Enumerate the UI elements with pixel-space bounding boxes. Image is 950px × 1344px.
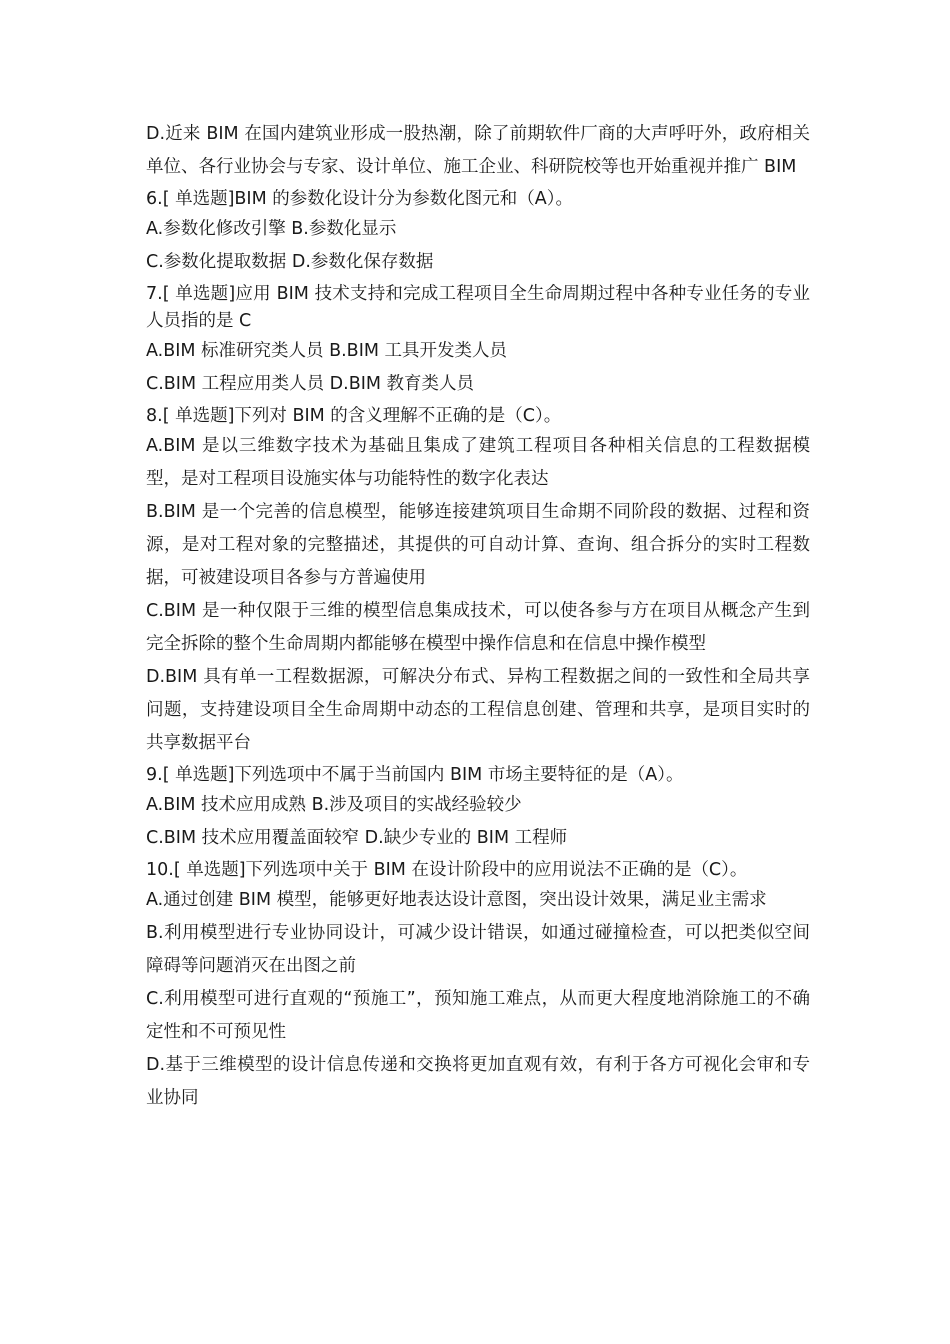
- option-text: C.BIM 是一种仅限于三维的模型信息集成技术，可以使各参与方在项目从概念产生到完全拆除的整个生命周期内都能够在模型中操作信息和在信息中操作模型: [146, 601, 810, 654]
- option-text: A.BIM 是以三维数字技术为基础且集成了建筑工程项目各种相关信息的工程数据模型，是对工程项目设施实体与功能特性的数字化表达: [146, 436, 810, 489]
- option-text: C.BIM 技术应用覆盖面较窄 D.缺少专业的 BIM 工程师: [146, 828, 568, 848]
- option-text: B.利用模型进行专业协同设计，可减少设计错误，如通过碰撞检查，可以把类似空间障碍等问题消灭在出图之前: [146, 923, 810, 976]
- document-page: [146, 118, 810, 1115]
- option-text: A.通过创建 BIM 模型，能够更好地表达设计意图，突出设计效果，满足业主需求: [146, 890, 767, 910]
- option-text: D.基于三维模型的设计信息传递和交换将更加直观有效，有利于各方可视化会审和专业协同: [146, 1055, 810, 1108]
- option-text: C.利用模型可进行直观的“预施工”，预知施工难点，从而更大程度地消除施工的不确定性和不可预见性: [146, 989, 810, 1042]
- question-text: 6.[ 单选题]BIM 的参数化设计分为参数化图元和（A）。: [146, 189, 573, 209]
- option-text: C.BIM 工程应用类人员 D.BIM 教育类人员: [146, 374, 475, 394]
- option-text: B.BIM 是一个完善的信息模型，能够连接建筑项目生命期不同阶段的数据、过程和资源，是对工程对象的完整描述，其提供的可自动计算、查询、组合拆分的实时工程数据，可被建设项目各参与方普遍使用: [146, 502, 810, 588]
- question-text: 9.[ 单选题]下列选项中不属于当前国内 BIM 市场主要特征的是（A）。: [146, 765, 684, 785]
- option-text: D.近来 BIM 在国内建筑业形成一股热潮，除了前期软件厂商的大声呼吁外，政府相关单位、各行业协会与专家、设计单位、施工企业、科研院校等也开始重视并推广 BIM: [146, 124, 810, 177]
- option-text: A.参数化修改引擎 B.参数化显示: [146, 219, 397, 239]
- option-text: A.BIM 技术应用成熟 B.涉及项目的实战经验较少: [146, 795, 522, 815]
- question-text: 8.[ 单选题]下列对 BIM 的含义理解不正确的是（C）。: [146, 406, 562, 426]
- question-text: 10.[ 单选题]下列选项中关于 BIM 在设计阶段中的应用说法不正确的是（C）。: [146, 860, 748, 880]
- option-text: D.BIM 具有单一工程数据源，可解决分布式、异构工程数据之间的一致性和全局共享问题，支持建设项目全生命周期中动态的工程信息创建、管理和共享，是项目实时的共享数据平台: [146, 667, 810, 753]
- question-text: 7.[ 单选题]应用 BIM 技术支持和完成工程项目全生命周期过程中各种专业任务的专业人员指的是 C: [146, 284, 810, 331]
- option-text: A.BIM 标准研究类人员 B.BIM 工具开发类人员: [146, 341, 508, 361]
- option-text: C.参数化提取数据 D.参数化保存数据: [146, 252, 434, 272]
